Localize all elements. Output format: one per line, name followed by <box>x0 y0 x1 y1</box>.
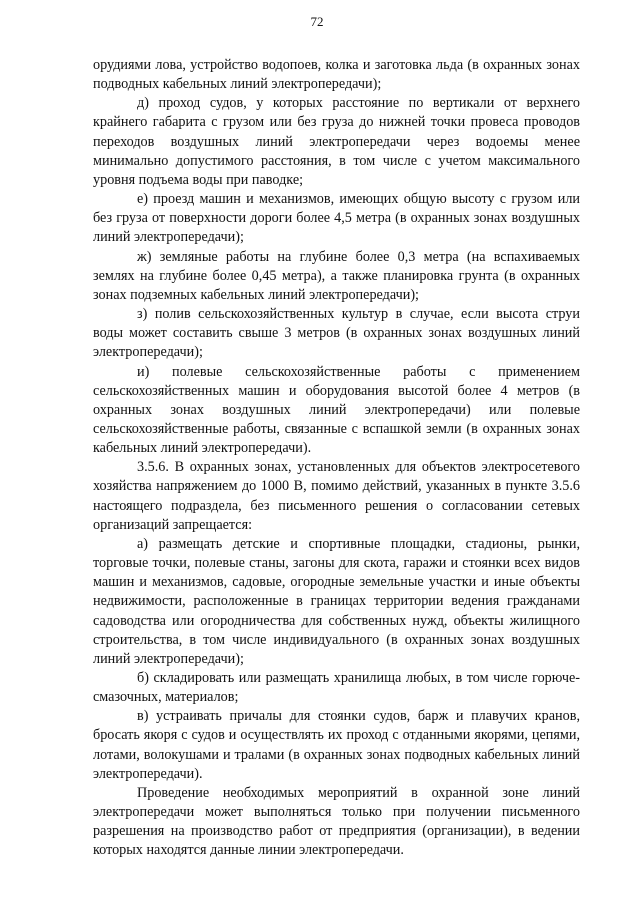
paragraph-item-i: и) полевые сельскохозяйственные работы с применением сельскохозяйственных машин и оборудования высотой более 4 метров (в охранных зонах воздушных линий электропередачи) или полевые сельскохозяйственные работы, связанные с вспашкой земли (в охранных зонах кабельных линий электропередачи). <box>93 363 580 457</box>
page-number: 72 <box>310 14 324 29</box>
paragraph-section-3-5-6: 3.5.6. В охранных зонах, установленных для объектов электросетевого хозяйства напряжением до 1000 В, помимо действий, указанных в пункте 3.5.6 настоящего подраздела, без письменного решения о согласовании сетевых организаций запрещается: <box>93 459 580 533</box>
paragraph-item-v: в) устраивать причалы для стоянки судов, барж и плавучих кранов, бросать якоря с судов и осуществлять их проход с отданными якорями, цепями, лотами, волокушами и тралами (в охранных зонах подводных кабельных линий электропередачи). <box>93 708 580 782</box>
paragraph-continued: орудиями лова, устройство водопоев, колка и заготовка льда (в охранных зонах подводных кабельных линий электропередачи); <box>93 57 580 93</box>
paragraph-closing: Проведение необходимых мероприятий в охранной зоне линий электропередачи может выполняться только при получении письменного разрешения на производство работ от предприятия (организации), в ведении которых находятся данные линии электропередачи. <box>93 784 580 859</box>
paragraph-item-b: б) складировать или размещать хранилища любых, в том числе горюче-смазочных, материалов; <box>93 670 580 706</box>
paragraph-item-d: д) проход судов, у которых расстояние по вертикали от верхнего крайнего габарита с грузом или без груза до нижней точки провеса проводов переходов воздушных линий электропередачи через водоемы менее минимально допустимого расстояния, в том числе с учетом максимального уровня подъема воды при паводке; <box>93 95 580 188</box>
body-text <box>93 56 580 861</box>
paragraph-item-zh: ж) земляные работы на глубине более 0,3 метра (на вспахиваемых землях на глубине более 0,45 метра), а также планировка грунта (в охранных зонах подземных кабельных линий электропередачи); <box>93 248 580 303</box>
paragraph-item-z: з) полив сельскохозяйственных культур в случае, если высота струи воды может составить свыше 3 метров (в охранных зонах воздушных линий электропередачи); <box>93 306 580 361</box>
paragraph-item-e: е) проезд машин и механизмов, имеющих общую высоту с грузом или без груза от поверхности дороги более 4,5 метра (в охранных зонах воздушных линий электропередачи); <box>93 191 580 246</box>
paragraph-item-a: а) размещать детские и спортивные площадки, стадионы, рынки, торговые точки, полевые станы, загоны для скота, гаражи и стоянки всех видов машин и механизмов, садовые, огородные земельные участки и иные объекты недвижимости, расположенные в границах территории ведения гражданами садоводства или огородничества для собственных нужд, объекты жилищного строительства, в том числе индивидуального (в охранных зонах воздушных линий электропередачи); <box>93 535 580 667</box>
